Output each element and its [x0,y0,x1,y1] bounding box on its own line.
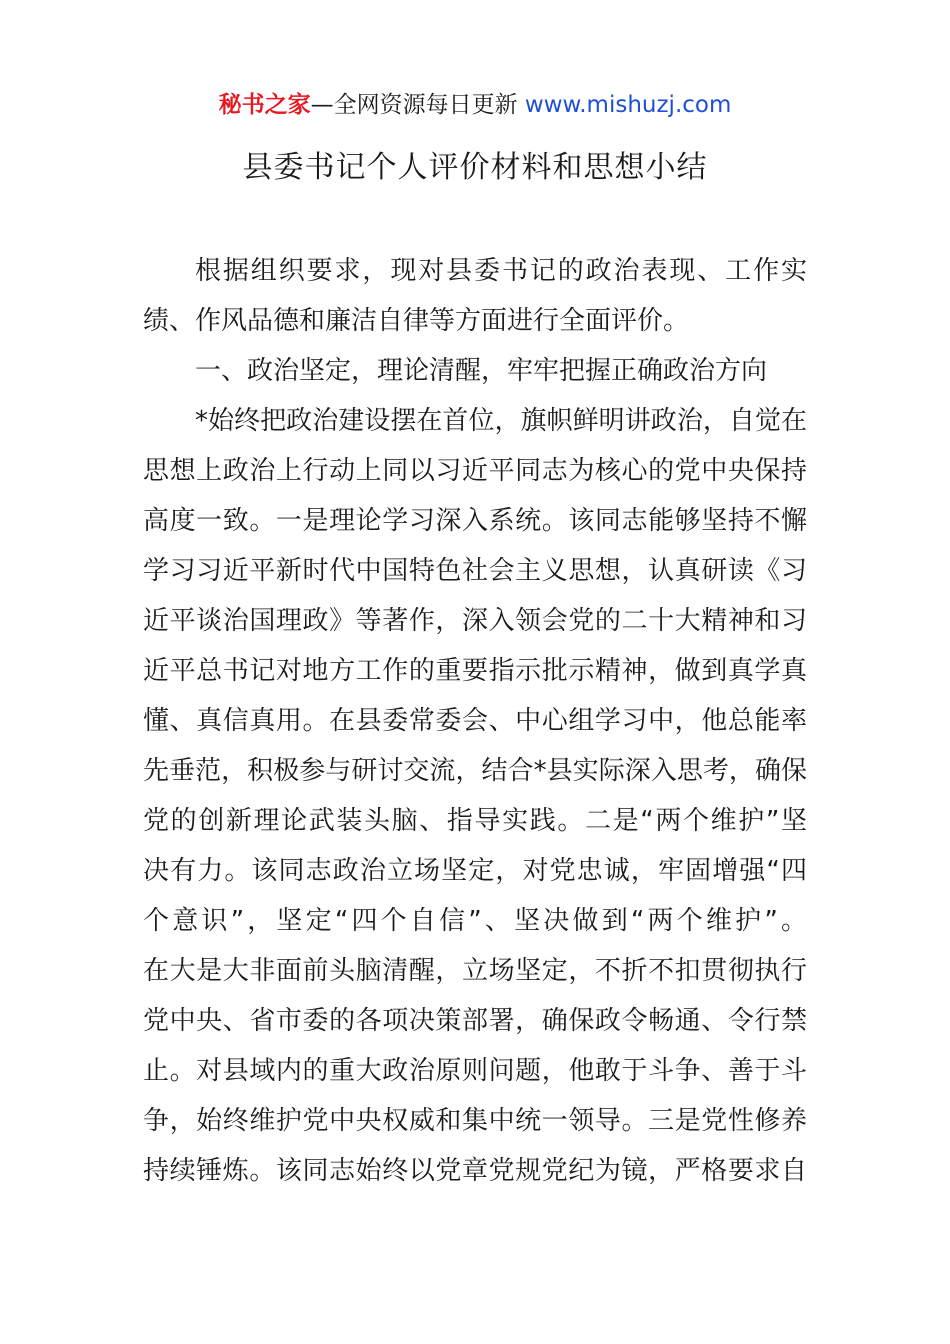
text-line: 党的创新理论武装头脑、指导实践。二是“两个维护”坚 [143,806,807,836]
text-line: 持续锤炼。该同志始终以党章党规党纪为镜，严格要求自 [143,1156,807,1186]
text-line: 懂、真信真用。在县委常委会、中心组学习中，他总能率 [143,706,807,736]
text-line: 先垂范，积极参与研讨交流，结合*县实际深入思考，确保 [143,756,807,786]
site-slogan: —全网资源每日更新 [310,92,518,118]
text-line: 学习习近平新时代中国特色社会主义思想，认真研读《习 [143,556,807,586]
document-body [143,246,807,1196]
brand-name: 秘书之家 [218,92,311,118]
text-line: 高度一致。一是理论学习深入系统。该同志能够坚持不懈 [143,506,807,536]
text-line: 思想上政治上行动上同以习近平同志为核心的党中央保持 [143,456,807,486]
text-line: 在大是大非面前头脑清醒，立场坚定，不折不扣贯彻执行 [143,956,807,986]
site-header [0,88,950,122]
text-line: 党中央、省市委的各项决策部署，确保政令畅通、令行禁 [143,1006,807,1036]
text-line: 争，始终维护党中央权威和集中统一领导。三是党性修养 [143,1106,807,1136]
site-url-link[interactable]: www.mishuzj.com [524,92,732,118]
section-heading: 一、政治坚定，理论清醒，牢牢把握正确政治方向 [195,356,768,386]
text-line: 绩、作风品德和廉洁自律等方面进行全面评价。 [143,306,690,336]
text-line: 近平谈治国理政》等著作，深入领会党的二十大精神和习 [143,606,807,636]
text-line: 近平总书记对地方工作的重要指示批示精神，做到真学真 [143,656,807,686]
text-line: 根据组织要求，现对县委书记的政治表现、工作实 [195,256,807,286]
text-line: *始终把政治建设摆在首位，旗帜鲜明讲政治，自觉在 [195,406,807,436]
text-line: 止。对县域内的重大政治原则问题，他敢于斗争、善于斗 [143,1056,807,1086]
text-line: 决有力。该同志政治立场坚定，对党忠诚，牢固增强“四 [143,856,807,886]
document-title: 县委书记个人评价材料和思想小结 [242,150,708,185]
text-line: 个意识”，坚定“四个自信”、坚决做到“两个维护”。 [143,906,807,936]
